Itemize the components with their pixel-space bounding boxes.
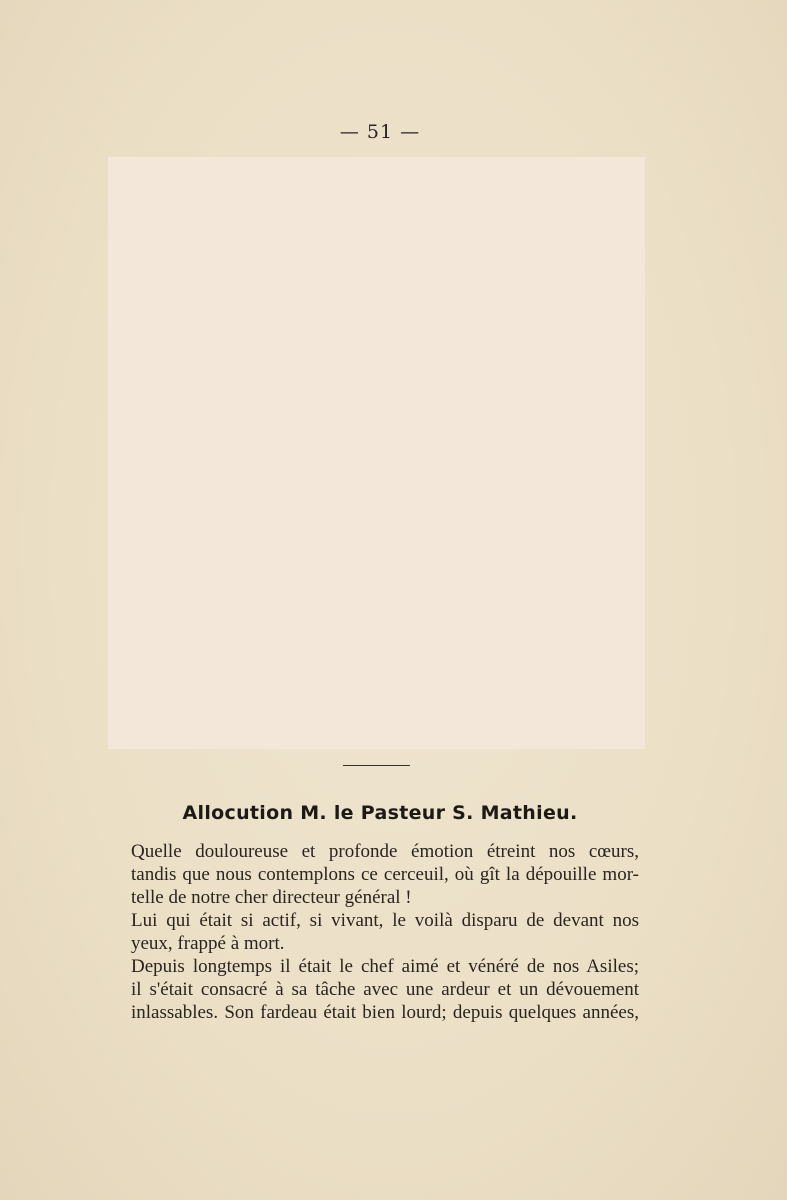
text-line: Depuis longtemps il était le chef aimé et vénéré de nos Asiles; bbox=[131, 956, 639, 977]
text-line: inlassables. Son fardeau était bien lourd; depuis quelques années, bbox=[131, 1002, 639, 1023]
text-line: il s'était consacré à sa tâche avec une ardeur et un dévouement bbox=[131, 979, 639, 1000]
text-line: Lui qui était si actif, si vivant, le voilà disparu de devant nos bbox=[131, 910, 639, 931]
page-number: — 51 — bbox=[339, 121, 421, 143]
text-line: telle de notre cher directeur général ! bbox=[131, 887, 412, 908]
section-heading: Allocution M. le Pasteur S. Mathieu. bbox=[182, 802, 578, 824]
text-line: yeux, frappé à mort. bbox=[131, 933, 285, 954]
body-text bbox=[131, 840, 639, 1024]
text-line: tandis que nous contemplons ce cerceuil, où gît la dépouille mor- bbox=[131, 864, 639, 885]
text-line: Quelle douloureuse et profonde émotion étreint nos cœurs, bbox=[131, 841, 639, 862]
blank-panel bbox=[108, 157, 645, 749]
section-divider bbox=[343, 765, 410, 766]
